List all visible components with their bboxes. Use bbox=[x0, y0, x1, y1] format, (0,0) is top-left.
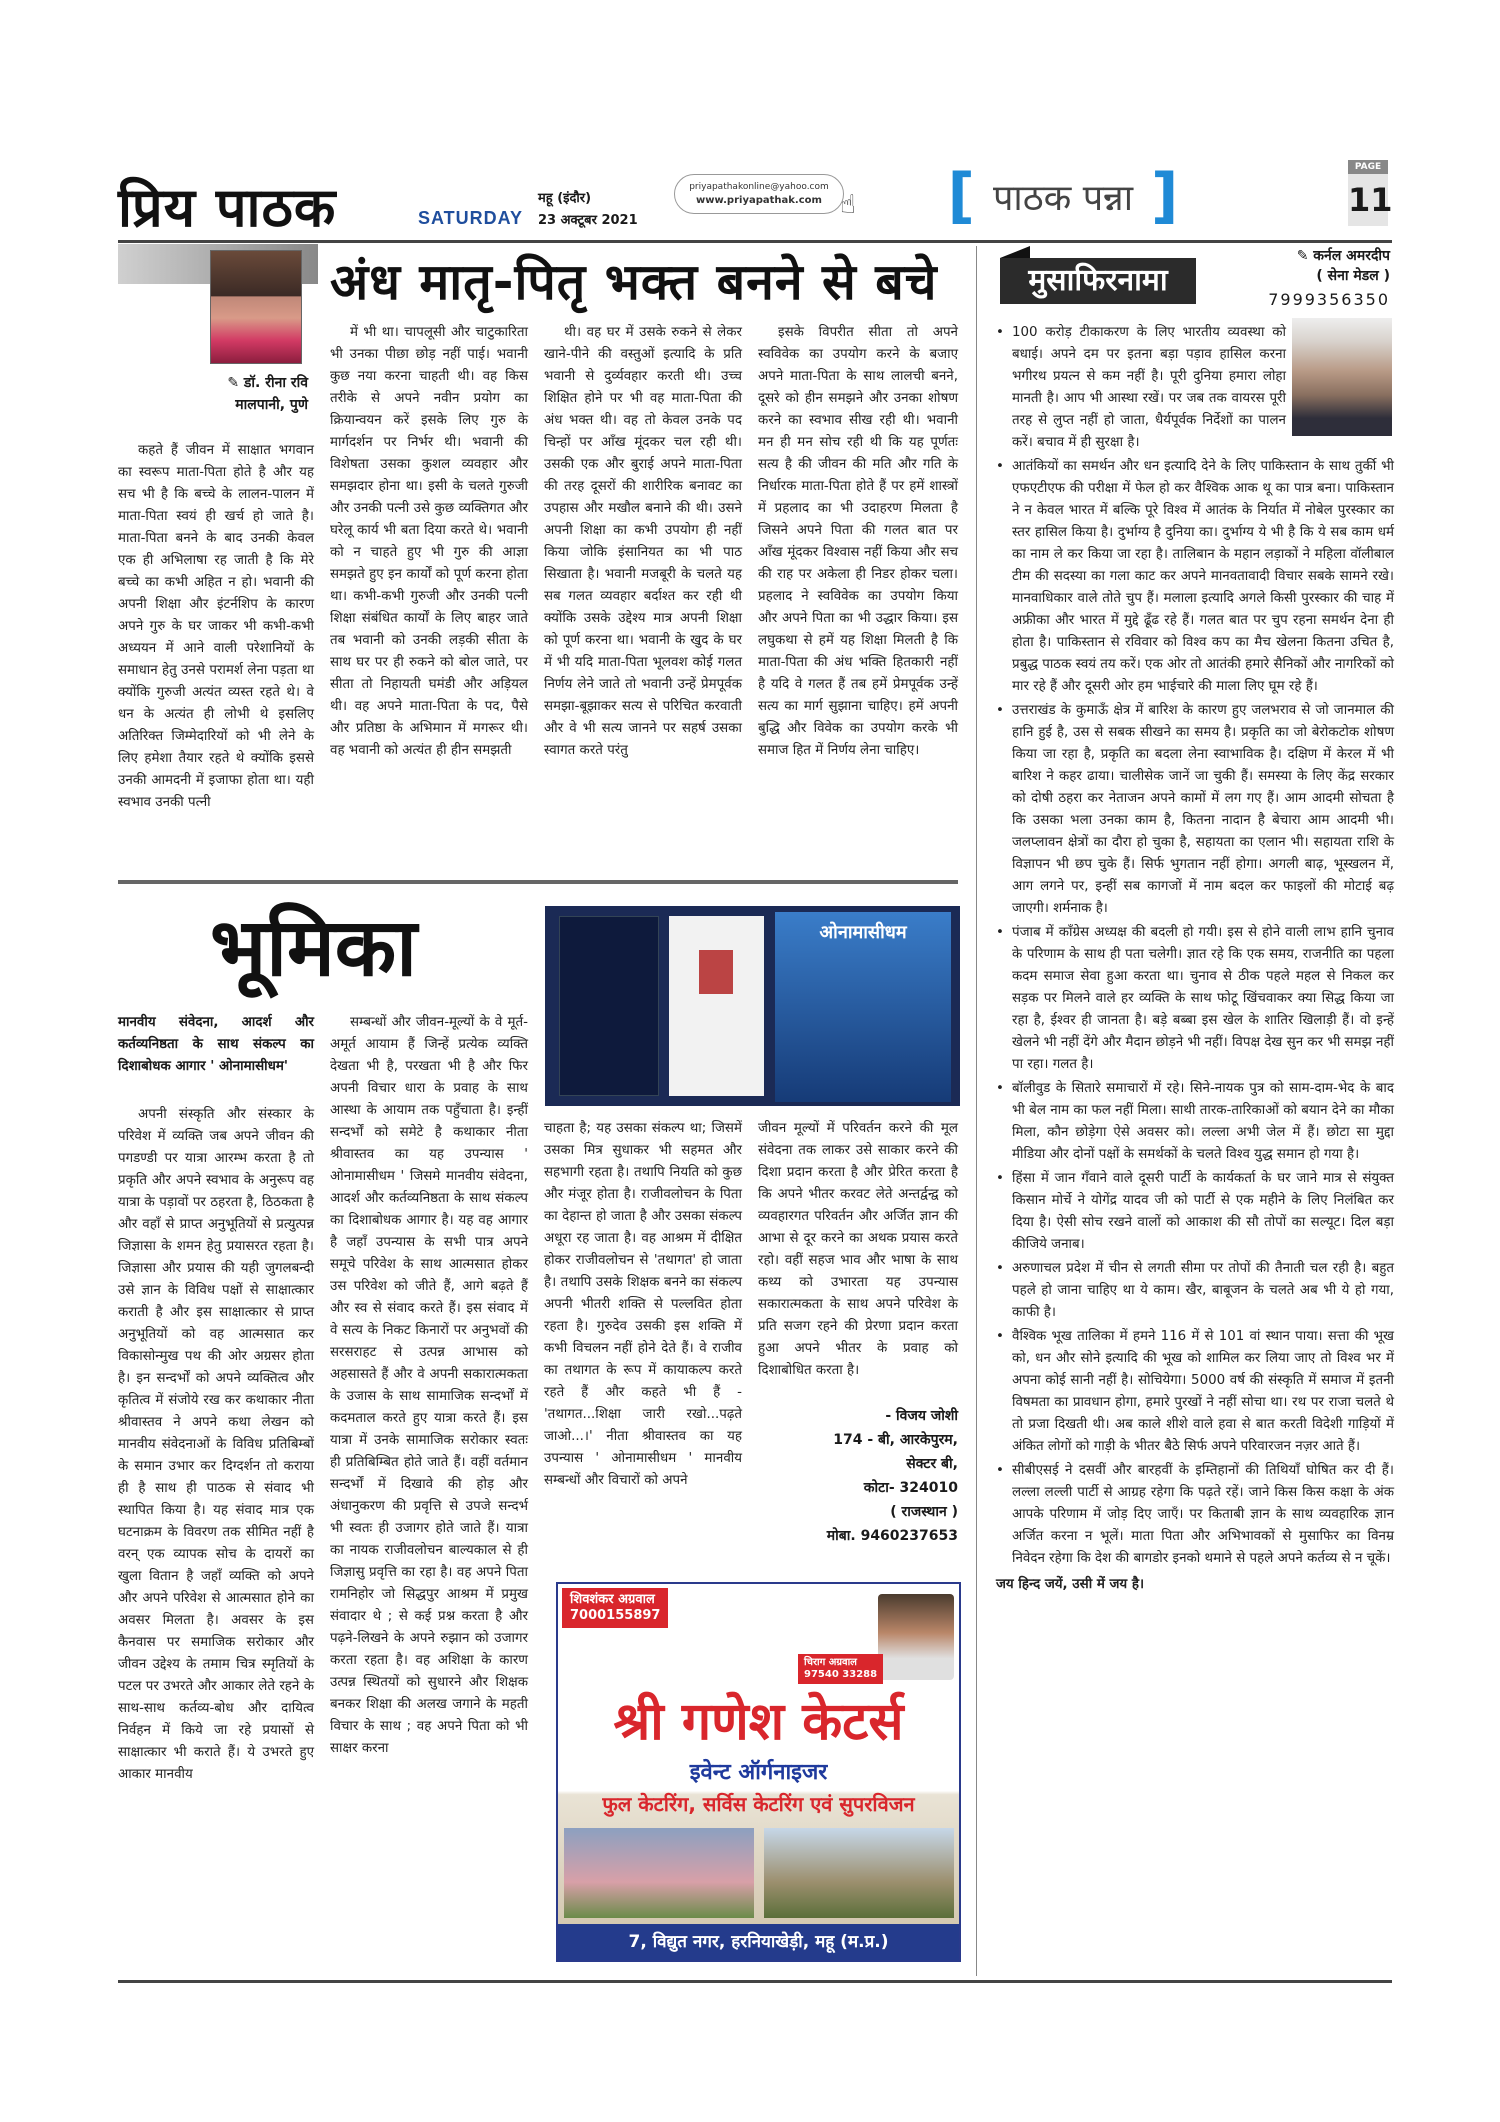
list-item: • हिंसा में जान गँवाने वाले दूसरी पार्टी के कार्यकर्ता के घर जाने मात्र से संयुक्त किसान मोर्चे ने योगेंद्र यादव जी को पार्टी से एक महीने के लिए निलंबित कर दिया है। ऐसी सोच रखने वालों को आकाश की सौ तोपों का सल्यूट। दिल बड़ा कीजिये जनाब। bbox=[996, 1168, 1394, 1256]
musafirnama-list bbox=[996, 322, 1394, 1596]
story-column-2: में भी था। चापलूसी और चाटुकारिता भी उनका पीछा छोड़ नहीं पाई। भवानी कुछ नया करना चाहती थी। वह किस तरीके से अपने नवीन प्रयोग का क्रियान्वयन करें इसके लिए गुरु के मार्गदर्शन पर निर्भर थी। भवानी की विशेषता उसका कुशल व्यवहार और समझदार होना था। इसी के चलते गुरुजी और उनकी पत्नी उसे कुछ व्यक्तिगत और घरेलू कार्य भी बता दिया करते थे। भवानी को न चाहते हुए भी गुरु की आज्ञा समझते हुए इन कार्यों को पूर्ण करना होता था। कभी-कभी गुरुजी और उनकी पत्नी शिक्षा संबंधित कार्यों के लिए बाहर जाते तब भवानी को उनकी लड़की सीता के साथ घर पर ही रुकने को बोल जाते, पर सीता तो निहायती घमंडी और अड़ियल थी। वह अपने माता-पिता के पद, पैसे और प्रतिष्ठा के अभिमान में मगरूर थी। वह भवानी को अत्यंत ही हीन समझती bbox=[330, 325, 528, 758]
list-item: • सीबीएसई ने दसवीं और बारहवीं के इम्तिहानों की तिथियाँ घोषित कर दी हैं। लल्ला लल्ली पार्टी से आग्रह रहेगा कि पढ़ते रहें। जाने किस किस कक्षा के अंक आपके परिणाम में जोड़ दिए जाएँ। पर किताबी ज्ञान के साथ व्यवहारिक ज्ञान अर्जित करना न भूलें। माता पिता और अभिभावकों से मुसाफिर का विनम्र निवेदन रहेगा कि देश की बागडोर इनको थमाने से पहले अपने कर्तव्य से न चूकें। bbox=[996, 1460, 1394, 1570]
ad-title: श्री गणेश केटर्स bbox=[613, 1692, 904, 1752]
catering-advertisement bbox=[556, 1582, 961, 1962]
email-text: priyapathakonline@yahoo.com bbox=[689, 182, 829, 192]
list-item: • वैश्विक भूख तालिका में हमने 116 में से 101 वां स्थान पाया। सत्ता की भूख को, धन और सोने इत्यादि की भूख को शामिल कर लिया जाए तो विश्व भर में अपना कोई सानी नहीं है। सोचियेगा। 5000 वर्ष की संस्कृति में समाज में इतनी विषमता का प्रावधान होगा, हमारे पुरखों ने नहीं सोचा था। रथ पर राजा चलते थे तो प्रजा दिखती थी। अब काले शीशे वाले हवा से बात करती विदेशी गाड़ियों में अंकित लोगों को गाड़ी के भीतर बैठे सिर्फ अपने परिवारजन नज़र आते हैं। bbox=[996, 1326, 1394, 1458]
book-back-cover bbox=[559, 916, 659, 1096]
column-divider bbox=[976, 246, 977, 1976]
column-closing: जय हिन्द जयें, उसी में जय है। bbox=[996, 1577, 1145, 1592]
column-author: ✎ कर्नल अमरदीप ( सेना मेडल ) bbox=[1296, 248, 1390, 284]
list-item: • आतंकियों का समर्थन और धन इत्यादि देने के लिए पाकिस्तान के साथ तुर्की भी एफएटीएफ की परीक्षा में फेल हो कर वैश्विक आक थू का पात्र बना। पाकिस्तान ने न केवल भारत में बल्कि पूरे विश्व में आतंक के निर्यात में नोबेल पुरस्कार का स्तर हासिल किया है। दुर्भाग्य है दुनिया का। दुर्भाग्य ये भी है कि ये सब काम धर्म का नाम ले कर किया जा रहा है। तालिबान के महान लड़ाकों ने महिला वॉलीबाल टीम की सदस्या का गला काट कर अपने मानवतावादी विचार सबके सामने रखे। मानवाधिकार वाले तोते चुप हैं। मलाला इत्यादि अगले किसी पुरस्कार की चाह में अफ्रीका और भारत में मुद्दे ढूँढ रहे हैं। गलत बात पर चुप रहना समर्थन देना ही होता है। पाकिस्तान से रविवार को विश्व कप का मैच खेलना कितना उचित है, प्रबुद्ध पाठक स्वयं तय करें। एक ओर तो आतंकी हमारे सैनिकों और नागरिकों को मार रहे हैं और दूसरी ओर हम भाईचारे की माला लिए घूम रहे हैं। bbox=[996, 456, 1394, 698]
story-column-1: कहते हैं जीवन में साक्षात भगवान का स्वरूप माता-पिता होते है और यह सच भी है कि बच्चे के लालन-पालन में माता-पिता स्वयं ही खर्च हो जाते है। माता-पिता बनने के बाद उनकी केवल एक ही अभिलाषा रह जाती है कि मेरे बच्चे का कभी अहित न हो। भवानी की अपनी शिक्षा और इंटर्नशिप के कारण अपने गुरु के घर जाकर भी कभी-कभी अध्ययन में आने वाली परेशानियों के समाधान हेतु उनसे परामर्श लेना पड़ता था क्योंकि गुरुजी अत्यंत व्यस्त रहते थे। वे धन के अत्यंत ही लोभी थे इसलिए अतिरिक्त जिम्मेदारियों को भी लेने के लिए हमेशा तैयार रहते थे क्योंकि इससे उनकी आमदनी में इजाफा होता था। यही स्वभाव उनकी पत्नी bbox=[118, 443, 314, 810]
header-rule bbox=[118, 240, 1392, 243]
ad-services: फुल केटरिंग, सर्विस केटरिंग एवं सुपरविजन bbox=[602, 1792, 915, 1816]
ad-event-photo-1 bbox=[564, 1828, 754, 1918]
ad-person-photo bbox=[878, 1594, 954, 1680]
story-column-4: इसके विपरीत सीता तो अपने स्वविवेक का उपयोग करने के बजाए अपने माता-पिता के साथ लालची बनने, दूसरे को हीन समझने और उनका शोषण करने का स्वभाव सीख रही थी। भवानी मन ही मन सोच रही थी कि यह पूर्णतः सत्य है की जीवन की मति और गति के निर्धारक माता-पिता होते हैं पर हमें शास्त्रों में प्रहलाद का भी उदाहरण मिलता है जिसने अपने पिता की गलत बात पर आँख मूंदकर विश्वास नहीं किया और सच की राह पर अकेला ही निडर होकर चला। प्रहलाद ने स्वविवेक का उपयोग किया और अपने पिता का भी उद्धार किया। इस लघुकथा से हमें यह शिक्षा मिलती है कि माता-पिता की अंध भक्ति हितकारी नहीं है यदि वे गलत हैं तब हमें प्रेमपूर्वक उन्हें सत्य का मार्ग सुझाना चाहिए। हमें अपनी बुद्धि और विवेक का उपयोग करके भी समाज हित में निर्णय लेना चाहिए। bbox=[758, 325, 958, 758]
pen-icon: ✎ bbox=[227, 375, 240, 391]
newspaper-logo: प्रिय पाठक bbox=[118, 175, 337, 239]
author-phone: 7999356350 bbox=[1268, 290, 1390, 309]
bhumika-column-4: जीवन मूल्यों में परिवर्तन करने की मूल संवेदना तक लाकर उसे साकार करने की दिशा प्रदान करता है और प्रेरित करता है कि अपने भीतर करवट लेते अन्तर्द्वन्द्व को व्यवहारगत परिवर्तन और अर्जित ज्ञान की आभा से दूर करने का अथक प्रयास करते रहो। वहीं सहज भाव और भाषा के साथ कथ्य को उभारता यह उपन्यास सकारात्मकता के साथ अपने परिवेश के प्रति सजग रहने की प्रेरणा प्रदान करता हुआ अपने भीतर के प्रवाह को दिशाबोधित करता है। bbox=[758, 1121, 958, 1378]
ad-address: 7, विद्युत नगर, हरनियाखेड़ी, महू (म.प्र.) bbox=[558, 1924, 959, 1960]
bhumika-column-1: अपनी संस्कृति और संस्कार के परिवेश में व्यक्ति जब अपने जीवन की पगडण्डी पर यात्रा आरम्भ करता है तो प्रकृति और अपने स्वभाव के अनुरूप वह यात्रा के पड़ावों पर ठहरता है, ठिठकता है और वहाँ से प्राप्त अनुभूतियों से प्रत्युत्पन्न जिज्ञासा के शमन हेतु प्रयासरत रहता है। जिज्ञासा और प्रयास की यही जुगलबन्दी उसे ज्ञान के विविध पक्षों से साक्षात्कार कराती है और इस साक्षात्कार से प्राप्त अनुभूतियों को वह आत्मसात कर विकासोन्मुख पथ की ओर अग्रसर होता है। इन सन्दर्भों को अपने व्यक्तित्व और कृतित्व में संजोये रख कर कथाकार नीता श्रीवास्तव ने अपने कथा लेखन को मानवीय संवेदनाओं के विविध प्रतिबिम्बों के समान उभार कर दिग्दर्शन तो कराया ही है साथ ही पाठक से संवाद भी स्थापित किया है। यह संवाद मात्र एक घटनाक्रम के विवरण तक सीमित नहीं है वरन् एक व्यापक सोच के दायरों का खुला वितान है जहाँ व्यक्ति को अपने और अपने परिवेश से आत्मसात होने का अवसर मिलता है। अवसर के इस कैनवास पर समाजिक सरोकार और जीवन उद्देश्य के तमाम चित्र स्मृतियों के पटल पर उभरते और आकार लेते रहने के साथ-साथ कर्तव्य-बोध और दायित्व निर्वहन में किये जा रहे प्रयासों से साक्षात्कार भी कराते हैं। ये उभरते हुए आकार मानवीय bbox=[118, 1107, 314, 1782]
musafirnama-title: मुसाफिरनामा bbox=[1000, 258, 1196, 304]
author-byline: ✎ डॉ. रीना रवि मालपानी, पुणे bbox=[227, 375, 308, 413]
right-bracket-icon: ] bbox=[1151, 161, 1179, 231]
author-portrait bbox=[699, 950, 733, 994]
bhumika-heading: भूमिका bbox=[210, 901, 417, 994]
book-cover-image bbox=[545, 906, 960, 1106]
date-label: 23 अक्टूबर 2021 bbox=[538, 213, 638, 228]
day-label: SATURDAY bbox=[418, 208, 524, 228]
pointing-hand-icon: ☝ bbox=[840, 190, 856, 220]
masthead bbox=[118, 160, 1393, 240]
left-bracket-icon: [ bbox=[947, 161, 975, 231]
story-column-3: थी। वह घर में उसके रुकने से लेकर खाने-पीने की वस्तुओं इत्यादि के प्रति भवानी से दुर्व्यवहार करती थी। उच्च शिक्षित होने पर भी वह माता-पिता की अंध भक्त थी। वह तो केवल उनके पद चिन्हों पर आँख मूंदकर चल रही थी। उसकी एक और बुराई अपने माता-पिता की तरह दूसरों की शारीरिक बनावट का उपहास और मखौल बनाने की थी। उसने अपनी शिक्षा का कभी उपयोग ही नहीं किया जोकि इंसानियत का भी पाठ सिखाता है। भवानी मजबूरी के चलते यह सब गलत व्यवहार बर्दाश्त कर रही थी क्योंकि उसके उद्देश्य मात्र अपनी शिक्षा को पूर्ण करना था। भवानी के खुद के घर में भी यदि माता-पिता भूलवश कोई गलत निर्णय लेने जाते तो भवानी उन्हें प्रेमपूर्वक समझा-बूझाकर सत्य से परिचित करवाती और वे भी सत्य जानने पर सहर्ष उसका स्वागत करते परंतु bbox=[544, 325, 742, 758]
list-item: • उत्तराखंड के कुमाऊँ क्षेत्र में बारिश के कारण हुए जलभराव से जो जानमाल की हानि हुई है, उस से सबक सीखने का समय है। प्रकृति का जो बेरोकटोक शोषण किया जा रहा है, प्रकृति का बदला लेना स्वाभाविक है। दक्षिण में केरल में भी बारिश ने कहर ढाया। चालीसेक जानें जा चुकी हैं। समस्या के लिए केंद्र सरकार को दोषी ठहरा कर नेताजन अपने कामों में लग गए हैं। आम आदमी सोचता है कि उसका भला उनका काम है, कितना नादान है बेचारा आम आदमी भी। जलप्लावन क्षेत्रों का दौरा हो चुका है, सहायता का एलान भी। सहायता राशि के विज्ञापन भी छप चुके हैं। सिर्फ भुगतान नहीं होगा। अगली बाढ़, भूस्खलन में, आग लगने पर, इन्हीं सब कागजों में नाम बदल कर फाइलों की मोटाई बढ़ जाएगी। शर्मनाक है। bbox=[996, 700, 1394, 920]
ad-subtitle: इवेन्ट ऑर्गनाइजर bbox=[689, 1760, 828, 1785]
list-item: • पंजाब में काँग्रेस अध्यक्ष की बदली हो गयी। इस से होने वाली लाभ हानि चुनाव के परिणाम के साथ ही पता चलेगी। ज्ञात रहे कि एक समय, राजनीति का पहला कदम समाज सेवा हुआ करता था। चुनाव से ठीक पहले महल से निकल कर सड़क पर मिलने वाले हर व्यक्ति के साथ फोटू खिंचवाकर क्या सिद्ध किया जा रहा है, ईश्वर ही जानता है। बड़े बब्बा इस खेल के शातिर खिलाड़ी हैं। वो इन्हें खेलने भी नहीं देंगे और मैदान छोड़ने भी नहीं। विपक्ष देख सुन कर भी समझ नहीं पा रहा। गलत है। bbox=[996, 922, 1394, 1076]
place-label: महू (इंदौर) bbox=[538, 191, 592, 206]
bhumika-subheading: मानवीय संवेदना, आदर्श और कर्तव्यनिष्ठता के साथ संकल्प का दिशाबोधक आगार ' ओनामासीधम' bbox=[118, 1015, 314, 1074]
list-item: • 100 करोड़ टीकाकरण के लिए भारतीय व्यवस्था को बधाई। अपने दम पर इतना बड़ा पड़ाव हासिल करना भगीरथ प्रयत्न से कम नहीं है। पूरी दुनिया हमारा लोहा मानती है। आप भी आस्था रखें। पर जब तक वायरस पूरी तरह से लुप्त नहीं हो जाता, धैर्यपूर्वक निर्देशों का पालन करें। बचाव में ही सुरक्षा है। bbox=[996, 322, 1286, 454]
book-cover-art bbox=[775, 912, 951, 1102]
book-title: ओनामासीधम bbox=[819, 922, 907, 943]
list-item: • अरुणाचल प्रदेश में चीन से लगती सीमा पर तोपों की तैनाती चल रही है। बहुत पहले हो जाना चाहिए था ये काम। खैर, बाबूजन के चलते अब भी ये हो गया, काफी है। bbox=[996, 1258, 1394, 1324]
pen-icon: ✎ bbox=[1296, 248, 1309, 264]
contact-box bbox=[674, 174, 844, 214]
title-fold-shape bbox=[1000, 246, 1030, 258]
section-title: [ पाठक पन्ना ] bbox=[947, 161, 1179, 231]
letter-signoff: - विजय जोशी 174 - बी, आरकेपुरम, सेक्टर बी, कोटा- 324010 ( राजस्थान ) मोबा. 9460237653 bbox=[826, 1408, 958, 1544]
footer-rule bbox=[118, 1980, 1392, 1983]
story-divider bbox=[118, 880, 958, 884]
ad-contact-1: शिवशंकर अग्रवाल 7000155897 bbox=[562, 1588, 668, 1628]
bhumika-column-3: चाहता है; यह उसका संकल्प था; जिसमें उसका मित्र सुधाकर भी सहमत और सहभागी रहता है। तथापि नियति को कुछ और मंजूर होता है। राजीवलोचन के पिता का देहान्त हो जाता है और उसका संकल्प अधूरा रह जाता है। वह आश्रम में दीक्षित होकर राजीवलोचन से 'तथागत' हो जाता है। तथापि उसके शिक्षक बनने का संकल्प अपनी भीतरी शक्ति से पल्लवित होता रहता है। गुरुदेव उसकी इस शक्ति में कभी विचलन नहीं होने देते हैं। वे राजीव का तथागत के रूप में कायाकल्प करते रहते हैं और कहते भी हैं - 'तथागत...शिक्षा जारी रखो...पढ़ते जाओ...।' नीता श्रीवास्तव का यह उपन्यास ' ओनामासीधम ' मानवीय सम्बन्धों और विचारों को अपने bbox=[544, 1121, 742, 1488]
author-photo bbox=[210, 250, 302, 364]
website-link[interactable]: www.priyapathak.com bbox=[696, 195, 822, 206]
story-headline: अंध मातृ-पितृ भक्त बनने से बचे bbox=[330, 253, 938, 311]
book-front-cover bbox=[669, 916, 764, 1096]
ad-contact-2: चिराग अग्रवाल 97540 33288 bbox=[798, 1654, 883, 1684]
bhumika-column-2: सम्बन्धों और जीवन-मूल्यों के वे मूर्त-अमूर्त आयाम हैं जिन्हें प्रत्येक व्यक्ति देखता भी है, परखता भी है और फिर अपनी विचार धारा के प्रवाह के साथ आस्था के आयाम तक पहुँचाता है। इन्हीं सन्दर्भों को समेटे है कथाकार नीता श्रीवास्तव का यह उपन्यास ' ओनामासीधम ' जिसमे मानवीय संवेदना, आदर्श और कर्तव्यनिष्ठता के साथ संकल्प का दिशाबोधक आगार है। यह वह आगार है जहाँ उपन्यास के सभी पात्र अपने समूचे परिवेश के साथ आत्मसात होकर उस परिवेश को जीते हैं, आगे बढ़ते हैं और स्व से संवाद करते हैं। इस संवाद में वे सत्य के निकट किनारों पर अनुभवों की सरसराहट से उत्पन्न आभास को अहसासते हैं और वे अपनी सकारात्मकता के उजास के साथ सामाजिक सन्दर्भों में कदमताल करते हुए यात्रा करते हैं। इस यात्रा में उनके सामाजिक सरोकार स्वतः ही प्रतिबिम्बित होते जाते हैं। वहीं वर्तमान सन्दर्भों में दिखावे की होड़ और अंधानुकरण की प्रवृत्ति से उपजे सन्दर्भ भी स्वतः ही उजागर होते जाते हैं। यात्रा का नायक राजीवलोचन बाल्यकाल से ही जिज्ञासु प्रवृत्ति का रहा है। वह अपने पिता रामनिहोर जो सिद्धपुर आश्रम में प्रमुख संवादार थे ; से कई प्रश्न करता है और पढ़ने-लिखने के अपने रुझान को उजागर करता रहता है। वह अशिक्षा के कारण उत्पन्न स्थितयों को सुधारने और शिक्षक बनकर शिक्षा की अलख जगाने के महती विचार के साथ ; वह अपने पिता को भी साक्षर करना bbox=[330, 1015, 528, 1756]
page-number-box: PAGE 11 bbox=[1348, 160, 1388, 232]
list-item: • बॉलीवुड के सितारे समाचारों में रहे। सिने-नायक पुत्र को साम-दाम-भेद के बाद भी बेल नाम का फल नहीं मिला। साथी तारक-तारिकाओं को बयान देने का मौका मिला, कौन छोड़ेगा ऐसे अवसर को। लल्ला अभी जेल में हैं। छोटा सा मुद्दा मीडिया और दोनों पक्षों के समर्थकों के चलते विश्व युद्ध समान हो गया है। bbox=[996, 1078, 1394, 1166]
ad-event-photo-2 bbox=[764, 1828, 954, 1918]
